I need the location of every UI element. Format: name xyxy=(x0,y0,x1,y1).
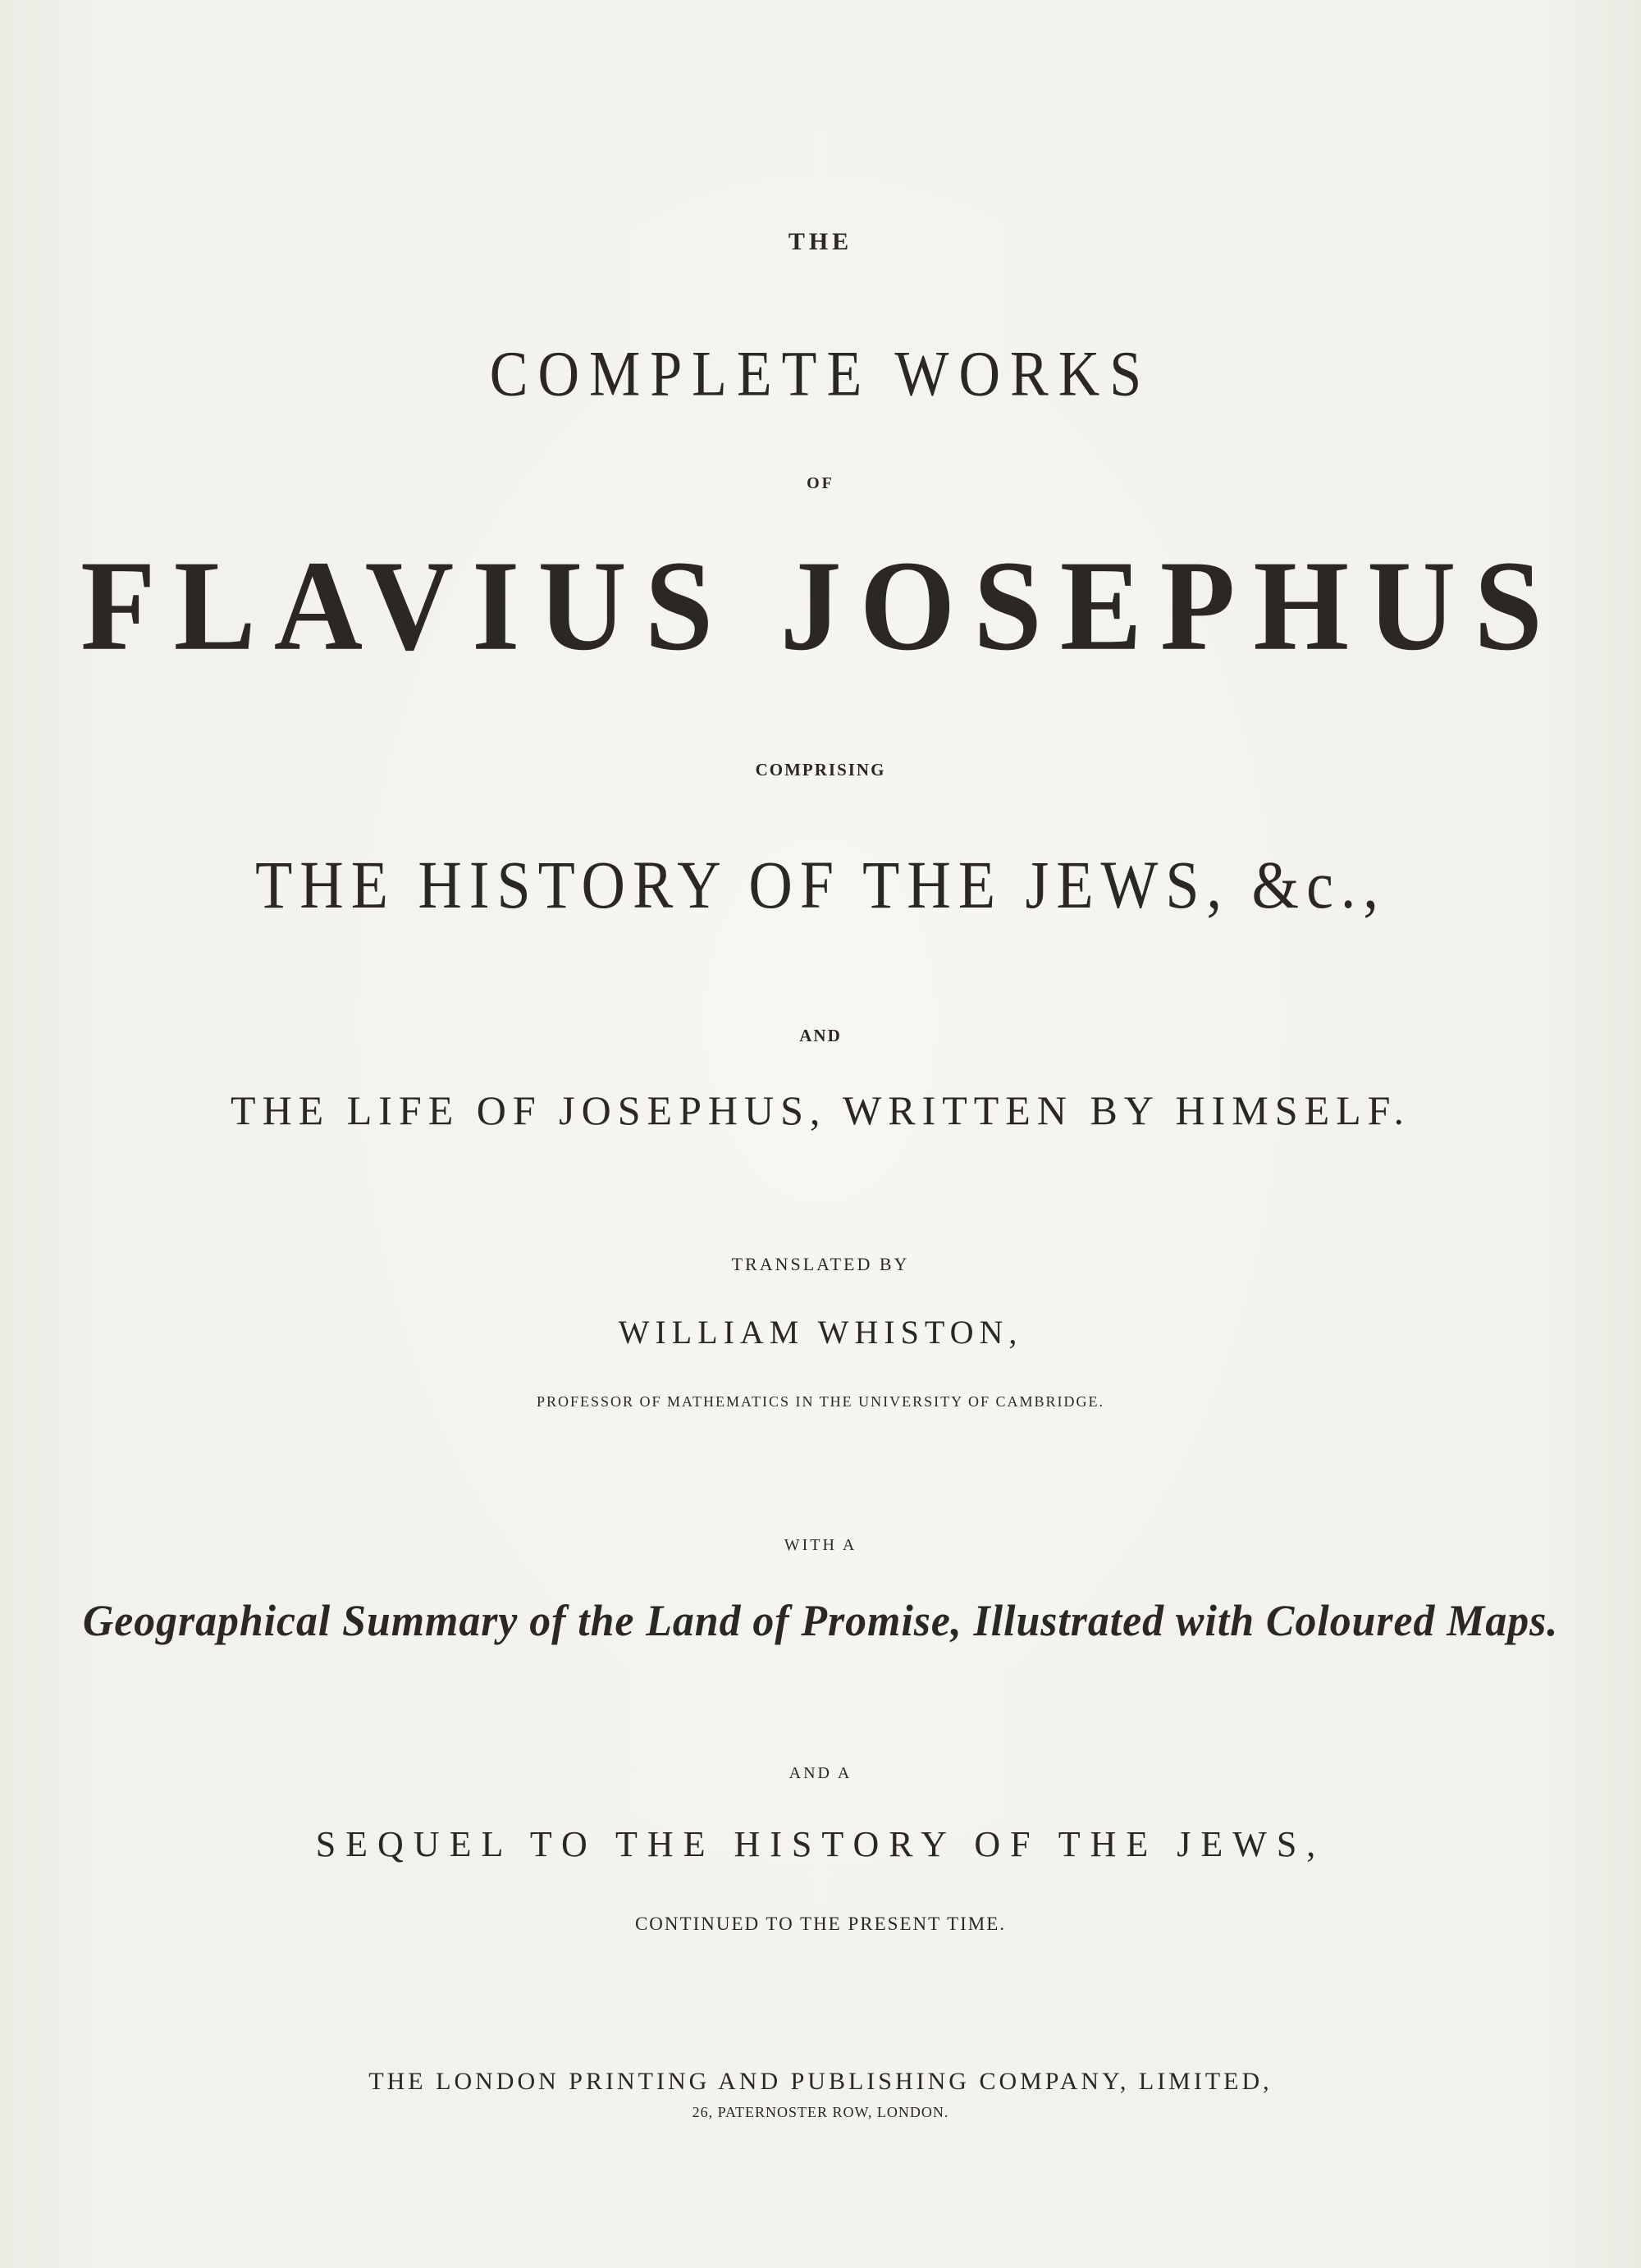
sequel-title: SEQUEL TO THE HISTORY OF THE JEWS, xyxy=(315,1824,1326,1864)
translated-by-label: TRANSLATED BY xyxy=(731,1254,910,1274)
publisher-address: 26, PATERNOSTER ROW, LONDON. xyxy=(692,2104,949,2120)
continued-label: CONTINUED TO THE PRESENT TIME. xyxy=(634,1914,1007,1934)
publisher-name: THE LONDON PRINTING AND PUBLISHING COMPANY, LIMITED, xyxy=(368,2068,1273,2095)
title-of: OF xyxy=(807,474,834,492)
comprising-label: COMPRISING xyxy=(755,760,886,780)
translator-name: WILLIAM WHISTON, xyxy=(618,1314,1023,1351)
author-name: FLAVIUS JOSEPHUS xyxy=(80,534,1561,678)
with-a-label: WITH A xyxy=(784,1536,857,1554)
title-complete-works: COMPLETE WORKS xyxy=(489,339,1152,410)
and-label: AND xyxy=(799,1026,842,1045)
and-a-label: AND A xyxy=(789,1764,852,1782)
geographical-summary-title: Geographical Summary of the Land of Promise, Illustrated with Coloured Maps. xyxy=(82,1596,1559,1645)
translator-title: PROFESSOR OF MATHEMATICS IN THE UNIVERSITY OF CAMBRIDGE. xyxy=(536,1393,1105,1410)
life-title: THE LIFE OF JOSEPHUS, WRITTEN BY HIMSELF. xyxy=(231,1087,1410,1133)
history-title: THE HISTORY OF THE JEWS, &c., xyxy=(255,848,1386,923)
title-the: THE xyxy=(788,228,853,255)
